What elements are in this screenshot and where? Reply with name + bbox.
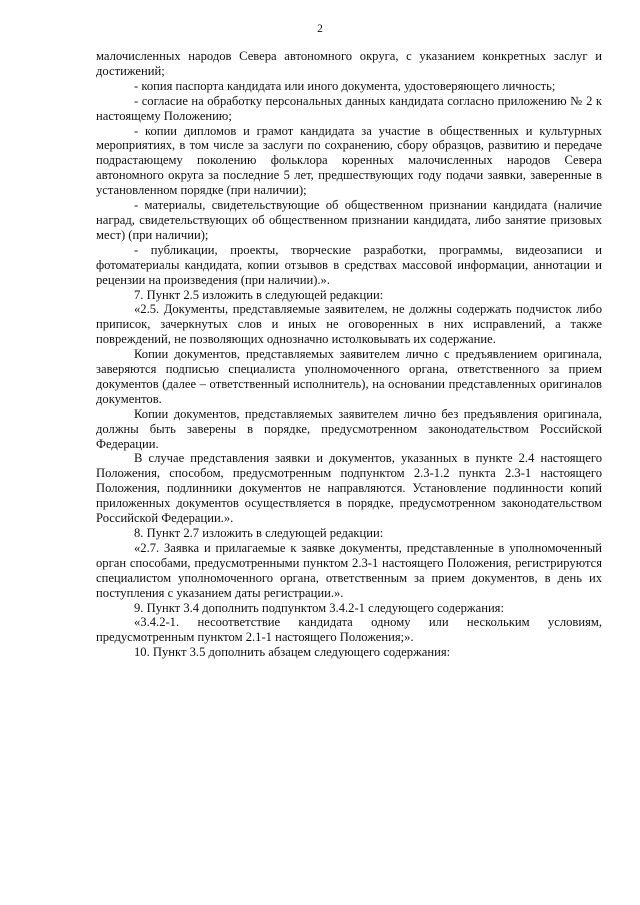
paragraph: «2.7. Заявка и прилагаемые к заявке документы, представленные в уполномоченный орган способами, предусмотренными пунктом 2.3-1 настоящего Положения, регистрируются специалистом уполномоченного органа, ответственным за прием документов, в день их поступления с указанием даты регистрации.».	[96, 540, 602, 600]
paragraph: В случае представления заявки и документов, указанных в пункте 2.4 настоящего Положения, способом, предусмотренным подпунктом 2.3-1.2 пункта 2.3-1 настоящего Положения, подлинники документов не направляются. Установление подлинности копий приложенных документов осуществляется в порядке, предусмотренном законодательством Российской Федерации.».	[96, 451, 602, 526]
document-body	[96, 49, 602, 660]
paragraph: - копия паспорта кандидата или иного документа, удостоверяющего личность;	[134, 78, 556, 93]
paragraph: 8. Пункт 2.7 изложить в следующей редакции:	[134, 526, 384, 540]
paragraph: 10. Пункт 3.5 дополнить абзацем следующего содержания:	[134, 645, 451, 660]
page-number: 2	[317, 23, 323, 35]
paragraph: - согласие на обработку персональных данных кандидата согласно приложению № 2 к настоящему Положению;	[96, 93, 602, 123]
paragraph: 7. Пункт 2.5 изложить в следующей редакции:	[134, 287, 384, 302]
paragraph: малочисленных народов Севера автономного округа, с указанием конкретных заслуг и достижений;	[96, 49, 602, 78]
paragraph: Копии документов, представляемых заявителем лично без предъявления оригинала, должны быть заверены в порядке, предусмотренном законодательством Российской Федерации.	[96, 406, 602, 451]
paragraph: «3.4.2-1. несоответствие кандидата одному или нескольким условиям, предусмотренным пунктом 2.1-1 настоящего Положения;».	[96, 615, 602, 645]
paragraph: 9. Пункт 3.4 дополнить подпунктом 3.4.2-1 следующего содержания:	[134, 600, 504, 615]
paragraph: Копии документов, представляемых заявителем лично с предъявлением оригинала, заверяются подписью специалиста уполномоченного органа, ответственного за прием документов (далее – ответственный исполнитель), на основании представленных оригиналов документов.	[96, 347, 602, 406]
paragraph: - материалы, свидетельствующие об общественном признании кандидата (наличие наград, свидетельствующих об общественном признании кандидата, либо занятие призовых мест) (при наличии);	[96, 198, 602, 242]
paragraph: «2.5. Документы, представляемые заявителем, не должны содержать подчисток либо приписок, зачеркнутых слов и иных не оговоренных в них исправлений, а также повреждений, не позволяющих однозначно истолковывать их содержание.	[96, 302, 602, 347]
paragraph: - публикации, проекты, творческие разработки, программы, видеозаписи и фотоматериалы кандидата, копии отзывов в средствах массовой информации, аннотации и рецензии на произведения (при наличии).».	[96, 242, 602, 287]
paragraph: - копии дипломов и грамот кандидата за участие в общественных и культурных мероприятиях, в том числе за заслуги по сохранению, сбору образцов, развитию и передаче подрастающему поколению фольклора коренных малочисленных народов Севера автономного округа за последние 5 лет, предшествующих году подачи заявки, заверенные в установленном порядке (при наличии);	[96, 123, 602, 198]
